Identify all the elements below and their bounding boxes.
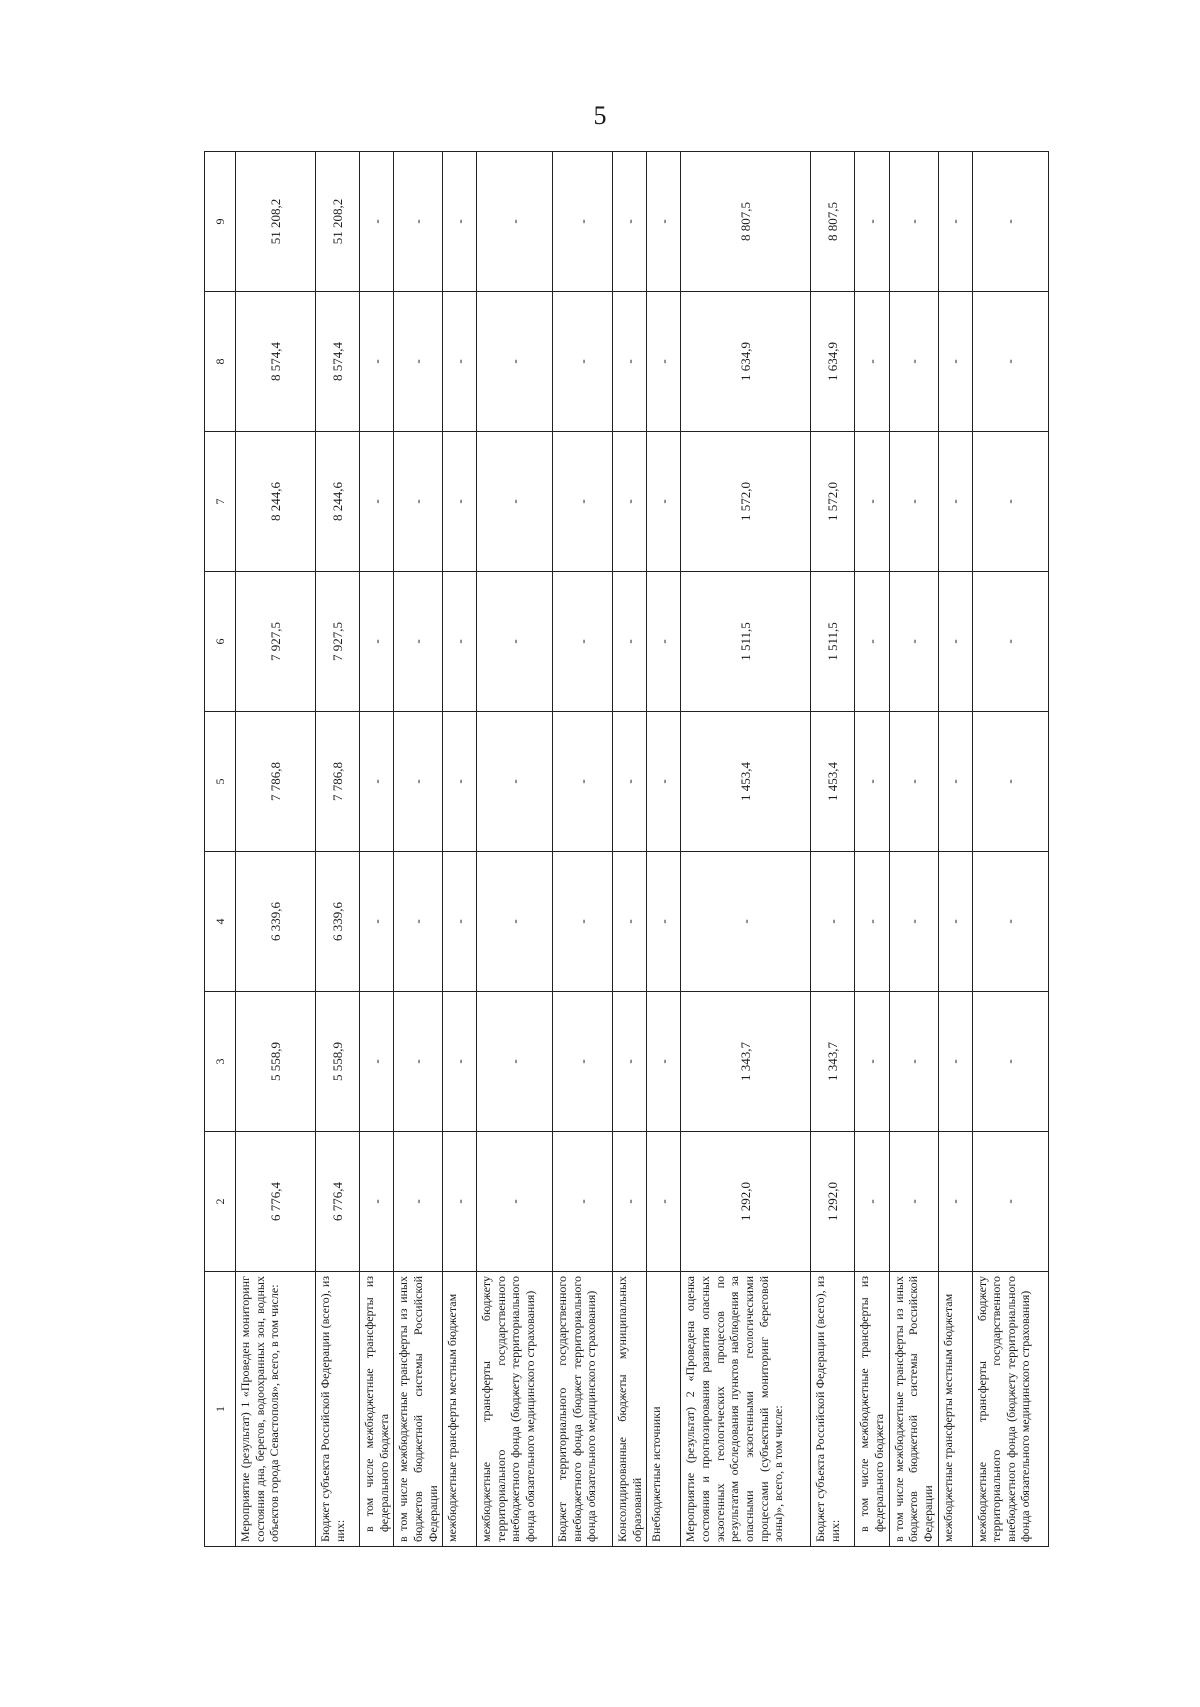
value-cell: - <box>360 292 394 432</box>
row-label: Внебюджетные источники <box>647 1272 681 1547</box>
value-cell: - <box>443 992 477 1132</box>
value-cell: - <box>972 152 1048 292</box>
value-cell: 8 244,6 <box>316 432 360 572</box>
table-row <box>647 152 681 1547</box>
value-cell: - <box>647 292 681 432</box>
table-row <box>811 152 855 1547</box>
value-cell: - <box>613 572 647 712</box>
value-cell: - <box>477 572 553 712</box>
table-row <box>889 152 938 1547</box>
value-cell: - <box>889 152 938 292</box>
table-row <box>443 152 477 1547</box>
value-cell: - <box>477 1132 553 1272</box>
value-cell: - <box>855 432 889 572</box>
value-cell: - <box>972 572 1048 712</box>
value-cell: - <box>681 852 811 992</box>
value-cell: - <box>477 992 553 1132</box>
value-cell: - <box>855 992 889 1132</box>
value-cell: - <box>443 852 477 992</box>
value-cell: 1 572,0 <box>681 432 811 572</box>
value-cell: - <box>855 712 889 852</box>
value-cell: - <box>394 292 443 432</box>
value-cell: - <box>938 572 972 712</box>
value-cell: - <box>394 852 443 992</box>
value-cell: - <box>811 852 855 992</box>
value-cell: 8 807,5 <box>681 152 811 292</box>
value-cell: - <box>443 292 477 432</box>
value-cell: - <box>360 432 394 572</box>
value-cell: - <box>972 992 1048 1132</box>
table-row <box>360 152 394 1547</box>
value-cell: - <box>553 292 613 432</box>
value-cell: - <box>972 1132 1048 1272</box>
row-label: Бюджет субъекта Российской Федерации (всего), из них: <box>811 1272 855 1547</box>
value-cell: - <box>553 432 613 572</box>
row-label: в том числе межбюджетные трансферты из федерального бюджета <box>855 1272 889 1547</box>
rotated-table-area <box>204 152 1033 1547</box>
value-cell: - <box>972 292 1048 432</box>
value-cell: - <box>889 1132 938 1272</box>
value-cell: 8 244,6 <box>236 432 316 572</box>
value-cell: - <box>647 152 681 292</box>
value-cell: - <box>889 572 938 712</box>
value-cell: 6 339,6 <box>316 852 360 992</box>
value-cell: - <box>855 292 889 432</box>
value-cell: - <box>443 712 477 852</box>
table-row <box>972 152 1048 1547</box>
column-header-5: 5 <box>205 712 236 852</box>
value-cell: - <box>553 1132 613 1272</box>
value-cell: - <box>360 572 394 712</box>
value-cell: 8 574,4 <box>236 292 316 432</box>
row-label: Бюджет субъекта Российской Федерации (всего), из них: <box>316 1272 360 1547</box>
value-cell: - <box>938 852 972 992</box>
row-label: Мероприятие (результат) 2 «Проведена оценка состояния и прогнозирования развития опасных экзогенных геологических процессов по результатам обследования пунктов наблюдения за опасными экзогенными геологическими процессами (субъектный мониторинг береговой зоны)», всего, в том числе: <box>681 1272 811 1547</box>
value-cell: - <box>477 432 553 572</box>
value-cell: - <box>647 712 681 852</box>
value-cell: - <box>972 852 1048 992</box>
column-header-6: 6 <box>205 572 236 712</box>
value-cell: 8 574,4 <box>316 292 360 432</box>
value-cell: - <box>477 712 553 852</box>
value-cell: - <box>443 572 477 712</box>
value-cell: - <box>855 852 889 992</box>
value-cell: - <box>394 1132 443 1272</box>
row-label: межбюджетные трансферты местным бюджетам <box>443 1272 477 1547</box>
value-cell: - <box>972 712 1048 852</box>
value-cell: - <box>855 152 889 292</box>
budget-table <box>204 151 1049 1547</box>
column-header-2: 2 <box>205 1132 236 1272</box>
value-cell: - <box>938 292 972 432</box>
value-cell: - <box>360 992 394 1132</box>
value-cell: - <box>889 712 938 852</box>
row-label: в том числе межбюджетные трансферты из иных бюджетов бюджетной системы Российской Федерации <box>394 1272 443 1547</box>
table-body <box>236 152 1049 1547</box>
value-cell: - <box>855 572 889 712</box>
table-row <box>613 152 647 1547</box>
value-cell: - <box>613 1132 647 1272</box>
value-cell: - <box>613 852 647 992</box>
value-cell: 6 776,4 <box>316 1132 360 1272</box>
value-cell: 8 807,5 <box>811 152 855 292</box>
value-cell: 7 786,8 <box>316 712 360 852</box>
value-cell: 1 634,9 <box>681 292 811 432</box>
value-cell: 6 339,6 <box>236 852 316 992</box>
row-label: Бюджет территориального государственного внебюджетного фонда (бюджет территориального фонда обязательного медицинского страхования) <box>553 1272 613 1547</box>
value-cell: - <box>889 992 938 1132</box>
value-cell: - <box>553 712 613 852</box>
row-label: межбюджетные трансферты бюджету территориального государственного внебюджетного фонда (бюджету территориального фонда обязательного медицинского страхования) <box>972 1272 1048 1547</box>
value-cell: - <box>360 852 394 992</box>
table-wrapper <box>204 152 1033 1547</box>
value-cell: - <box>613 992 647 1132</box>
value-cell: 7 786,8 <box>236 712 316 852</box>
column-header-3: 3 <box>205 992 236 1132</box>
value-cell: - <box>889 292 938 432</box>
value-cell: 51 208,2 <box>316 152 360 292</box>
value-cell: - <box>938 992 972 1132</box>
value-cell: - <box>647 572 681 712</box>
value-cell: - <box>972 432 1048 572</box>
value-cell: 7 927,5 <box>316 572 360 712</box>
value-cell: - <box>938 152 972 292</box>
row-label: в том числе межбюджетные трансферты из иных бюджетов бюджетной системы Российской Федерации <box>889 1272 938 1547</box>
column-header-8: 8 <box>205 292 236 432</box>
value-cell: - <box>938 432 972 572</box>
value-cell: 1 292,0 <box>811 1132 855 1272</box>
value-cell: 51 208,2 <box>236 152 316 292</box>
value-cell: - <box>477 152 553 292</box>
value-cell: - <box>360 1132 394 1272</box>
value-cell: 5 558,9 <box>236 992 316 1132</box>
value-cell: - <box>553 852 613 992</box>
value-cell: - <box>553 572 613 712</box>
value-cell: 6 776,4 <box>236 1132 316 1272</box>
value-cell: 1 511,5 <box>681 572 811 712</box>
row-label: Консолидированные бюджеты муниципальных образований <box>613 1272 647 1547</box>
value-cell: - <box>647 432 681 572</box>
table-row <box>553 152 613 1547</box>
column-header-4: 4 <box>205 852 236 992</box>
table-row <box>938 152 972 1547</box>
value-cell: - <box>938 712 972 852</box>
value-cell: - <box>613 292 647 432</box>
value-cell: 1 453,4 <box>811 712 855 852</box>
value-cell: - <box>553 152 613 292</box>
row-label: межбюджетные трансферты местным бюджетам <box>938 1272 972 1547</box>
value-cell: - <box>360 712 394 852</box>
value-cell: - <box>443 1132 477 1272</box>
table-row <box>236 152 316 1547</box>
value-cell: - <box>394 572 443 712</box>
value-cell: - <box>394 712 443 852</box>
value-cell: - <box>477 852 553 992</box>
table-row <box>316 152 360 1547</box>
value-cell: 1 343,7 <box>681 992 811 1132</box>
value-cell: - <box>613 152 647 292</box>
value-cell: - <box>613 712 647 852</box>
header-row <box>205 152 236 1547</box>
value-cell: 1 343,7 <box>811 992 855 1132</box>
table-row <box>394 152 443 1547</box>
value-cell: 1 292,0 <box>681 1132 811 1272</box>
value-cell: 7 927,5 <box>236 572 316 712</box>
value-cell: - <box>613 432 647 572</box>
table-row <box>681 152 811 1547</box>
value-cell: - <box>443 152 477 292</box>
value-cell: - <box>647 992 681 1132</box>
column-header-7: 7 <box>205 432 236 572</box>
value-cell: 1 511,5 <box>811 572 855 712</box>
value-cell: - <box>394 152 443 292</box>
row-label: Мероприятие (результат) 1 «Проведен мониторинг состояния дна, берегов, водоохранных зон, водных объектов города Севастополя», всего, в том числе: <box>236 1272 316 1547</box>
value-cell: - <box>889 432 938 572</box>
value-cell: - <box>477 292 553 432</box>
value-cell: - <box>394 992 443 1132</box>
table-row <box>477 152 553 1547</box>
table-row <box>855 152 889 1547</box>
row-label: в том числе межбюджетные трансферты из федерального бюджета <box>360 1272 394 1547</box>
page-number: 5 <box>593 101 607 130</box>
column-header-1: 1 <box>205 1272 236 1547</box>
value-cell: - <box>647 1132 681 1272</box>
value-cell: - <box>938 1132 972 1272</box>
value-cell: - <box>647 852 681 992</box>
row-label: межбюджетные трансферты бюджету территориального государственного внебюджетного фонда (бюджету территориального фонда обязательного медицинского страхования) <box>477 1272 553 1547</box>
value-cell: - <box>443 432 477 572</box>
value-cell: - <box>360 152 394 292</box>
value-cell: 5 558,9 <box>316 992 360 1132</box>
value-cell: 1 453,4 <box>681 712 811 852</box>
value-cell: 1 572,0 <box>811 432 855 572</box>
value-cell: - <box>394 432 443 572</box>
value-cell: - <box>889 852 938 992</box>
value-cell: 1 634,9 <box>811 292 855 432</box>
column-header-9: 9 <box>205 152 236 292</box>
value-cell: - <box>855 1132 889 1272</box>
value-cell: - <box>553 992 613 1132</box>
